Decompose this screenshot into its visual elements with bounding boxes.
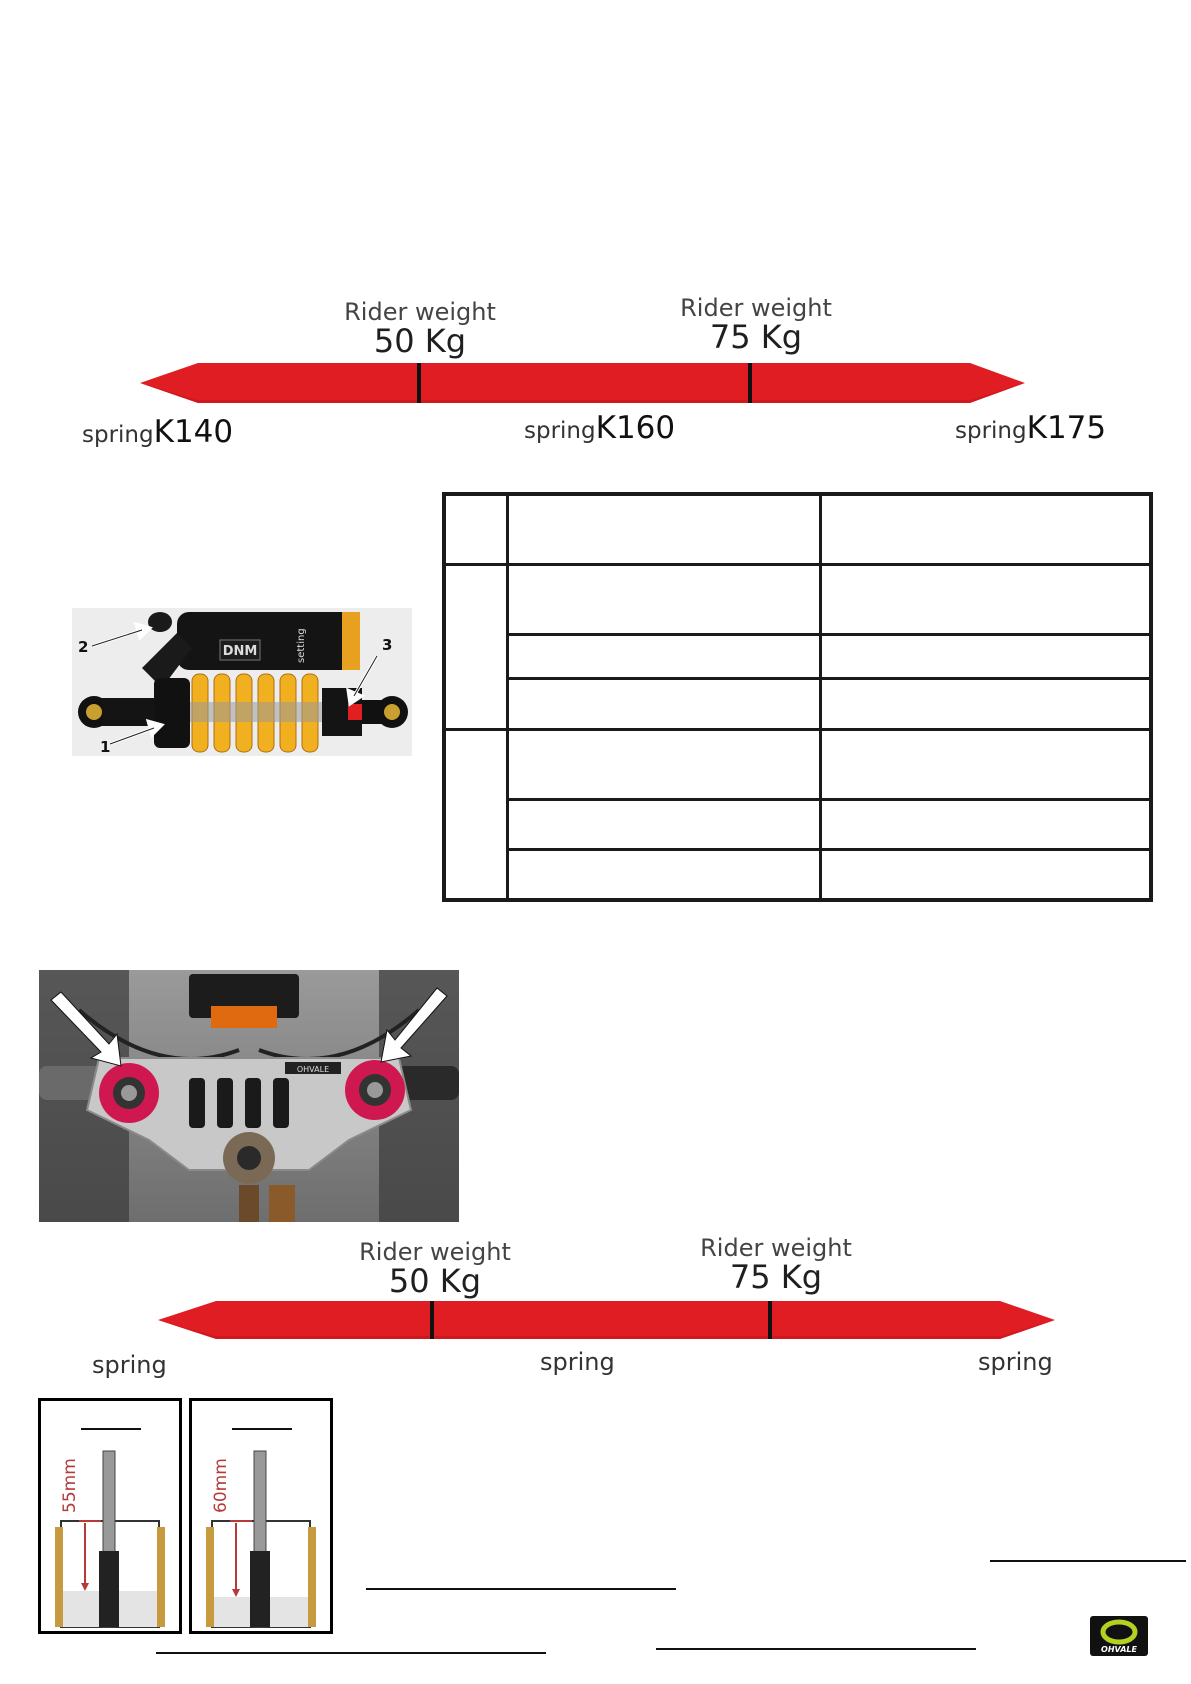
marker-value: 50 Kg (388, 1262, 482, 1301)
marker-tick-50 (430, 1301, 434, 1339)
blank-line (156, 1652, 546, 1654)
table-row (444, 635, 1151, 679)
marker-tick-75 (768, 1301, 772, 1339)
blank-line (366, 1588, 676, 1590)
fork-diagram-60 (189, 1398, 333, 1634)
table-cell (821, 729, 1152, 799)
table-cell (508, 494, 821, 564)
fork-level-illustration (192, 1401, 330, 1631)
marker-value: 75 Kg (709, 318, 803, 357)
table-cell (508, 799, 821, 849)
rear-weight-bar (140, 360, 1030, 406)
table-cell (821, 799, 1152, 849)
triple-clamp-illustration (39, 970, 459, 1222)
callout-3: 3 (382, 636, 393, 654)
logo-text: OHVALE (1101, 1645, 1137, 1654)
marker-title: Rider weight (700, 1234, 852, 1262)
blank-line (656, 1648, 976, 1650)
callout-2: 2 (78, 638, 89, 656)
spring-rate: K175 (1026, 410, 1107, 446)
marker-title: Rider weight (344, 298, 496, 326)
rear-marker-50 (340, 300, 500, 359)
rear-spring-k160 (524, 410, 675, 446)
front-marker-50 (355, 1240, 515, 1299)
spring-rate: K160 (595, 410, 676, 446)
table-row (444, 679, 1151, 729)
marker-title: Rider weight (359, 1238, 511, 1266)
table-cell (444, 494, 508, 564)
marker-tick-50 (417, 363, 421, 403)
front-triple-clamp-photo (39, 970, 459, 1222)
logo-icon (1090, 1616, 1148, 1656)
marker-tick-75 (748, 363, 752, 403)
front-spring-left: spring (92, 1351, 167, 1379)
spring-rate: K140 (153, 414, 234, 450)
rear-shock-photo (72, 608, 412, 756)
table-row (444, 729, 1151, 799)
table-cell (821, 564, 1152, 634)
settings-table (442, 492, 1153, 902)
front-spring-middle: spring (540, 1348, 615, 1376)
fork-level-illustration (41, 1401, 179, 1631)
table-cell (444, 729, 508, 900)
marker-value: 75 Kg (729, 1258, 823, 1297)
rear-spring-k140 (82, 414, 233, 450)
table-cell (508, 850, 821, 900)
fork-measure-55: 55mm (60, 1458, 80, 1513)
table-cell (508, 679, 821, 729)
table-row (444, 494, 1151, 564)
table-row (444, 799, 1151, 849)
marker-value: 50 Kg (373, 322, 467, 361)
rear-marker-75 (676, 296, 836, 355)
front-marker-75 (696, 1236, 856, 1295)
spring-prefix: spring (82, 422, 154, 448)
table-cell (508, 635, 821, 679)
svg-text:setting: setting (296, 628, 307, 663)
front-weight-bar (158, 1299, 1058, 1341)
shock-brand-text: DNM (222, 644, 258, 659)
table-cell (821, 850, 1152, 900)
table-cell (821, 679, 1152, 729)
spring-prefix: spring (524, 418, 596, 444)
table-cell (508, 564, 821, 634)
table-row (444, 564, 1151, 634)
spring-prefix: spring (955, 418, 1027, 444)
fork-measure-60: 60mm (211, 1458, 231, 1513)
table-cell (508, 729, 821, 799)
table-cell (444, 564, 508, 729)
table-cell (821, 635, 1152, 679)
clamp-brand-text: OHVALE (296, 1065, 330, 1074)
table-row (444, 850, 1151, 900)
blank-line (990, 1560, 1186, 1562)
rear-spring-k175 (955, 410, 1106, 446)
fork-diagram-55 (38, 1398, 182, 1634)
ohvale-logo (1090, 1616, 1148, 1656)
front-spring-right: spring (978, 1348, 1053, 1376)
table-cell (821, 494, 1152, 564)
rear-shock-illustration (72, 608, 412, 756)
callout-1: 1 (100, 738, 111, 756)
marker-title: Rider weight (680, 294, 832, 322)
